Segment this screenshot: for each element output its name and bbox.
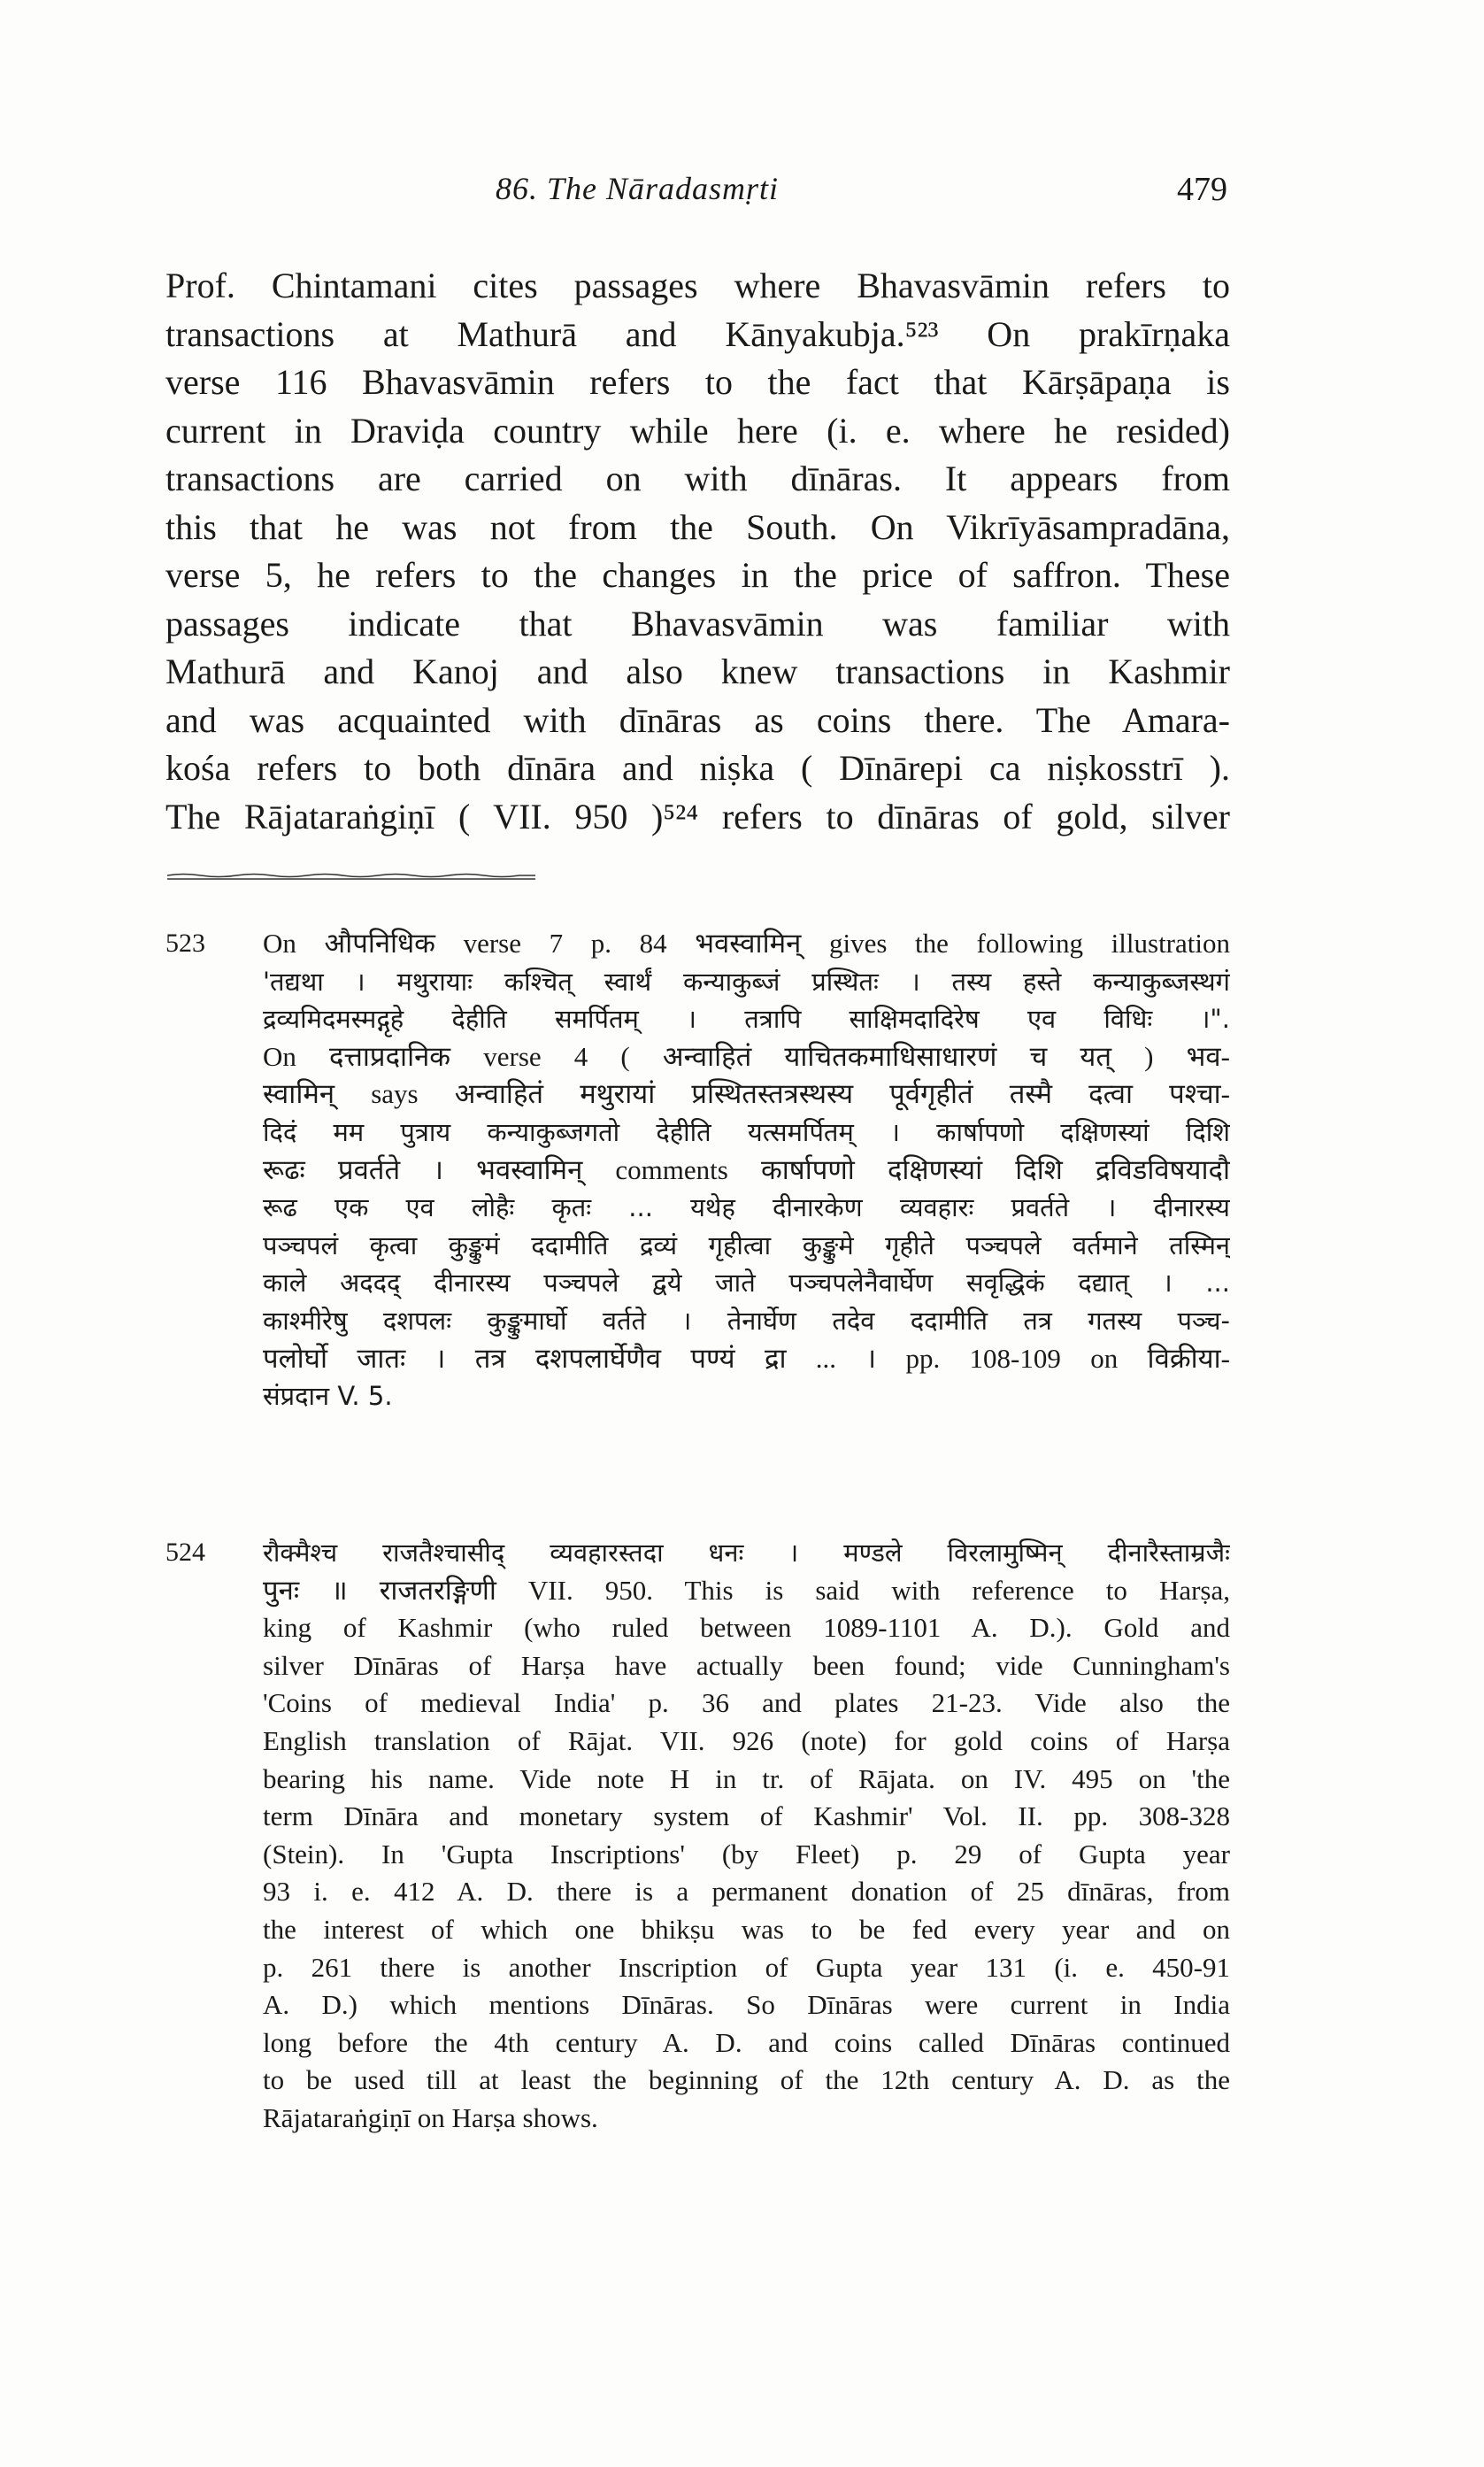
- footnote-line: पुनः ॥ राजतरङ्गिणी VII. 950. This is said with reference to Harṣa,: [263, 1574, 1230, 1606]
- footnote-line: पञ्चपलं कृत्वा कुङ्कुमं ददामीति द्रव्यं गृहीत्वा कुङ्कुमे गृहीते पञ्चपले वर्तमाने तस्मिन्: [263, 1230, 1230, 1260]
- body-line: verse 5, he refers to the changes in the price of saffron. These: [165, 555, 1230, 595]
- footnote-line: to be used till at least the beginning of the 12th century A. D. as the: [263, 2064, 1230, 2096]
- page-number: 479: [1177, 171, 1227, 208]
- separator-rule: [165, 872, 537, 883]
- footnote-separator: [165, 872, 537, 883]
- footnote-line: रौक्मैश्च राजतैश्चासीद् व्यवहारस्तदा धनः । मण्डले विरलामुष्मिन् दीनारैस्ताम्रजैः: [263, 1538, 1230, 1568]
- footnote-line: king of Kashmir (who ruled between 1089-1101 A. D.). Gold and: [263, 1612, 1230, 1644]
- body-paragraph: [165, 262, 1230, 841]
- body-line: The Rājataraṅgiṇī ( VII. 950 )⁵²⁴ refers to dīnāras of gold, silver: [165, 796, 1230, 836]
- footnote-line: term Dīnāra and monetary system of Kashmir' Vol. II. pp. 308-328: [263, 1800, 1230, 1832]
- body-line: transactions at Mathurā and Kānyakubja.⁵²³ On prakīrṇaka: [165, 313, 1230, 354]
- footnote-line: 93 i. e. 412 A. D. there is a permanent donation of 25 dīnāras, from: [263, 1876, 1230, 1908]
- footnote-line: long before the 4th century A. D. and coins called Dīnāras continued: [263, 2026, 1230, 2058]
- footnote-line: द्रव्यमिदमस्मद्गृहे देहीति समर्पितम् । तत्रापि साक्षिमदादिरेष एव विधिः ।".: [263, 1004, 1230, 1035]
- footnote-line: Rājataraṅgiṇī on Harṣa shows.: [263, 2101, 598, 2133]
- footnote-line: रूढः प्रवर्तते । भवस्वामिन् comments कार्षापणो दक्षिणस्यां दिशि द्रविडविषयादौ: [263, 1153, 1230, 1185]
- footnote-line: p. 261 there is another Inscription of Gupta year 131 (i. e. 450-91: [263, 1951, 1230, 1983]
- footnote-line: स्वामिन् says अन्वाहितं मथुरायां प्रस्थितस्तत्रस्थस्य पूर्वगृहीतं तस्मै दत्वा पश्चा-: [263, 1078, 1230, 1110]
- body-line: kośa refers to both dīnāra and niṣka ( Dīnārepi ca niṣkosstrī ).: [165, 748, 1230, 788]
- footnote-line: A. D.) which mentions Dīnāras. So Dīnāras were current in India: [263, 1989, 1230, 2021]
- footnote-line: silver Dīnāras of Harṣa have actually been found; vide Cunningham's: [263, 1649, 1230, 1681]
- body-line: Mathurā and Kanoj and also knew transactions in Kashmir: [165, 651, 1230, 691]
- body-line: current in Draviḍa country while here (i. e. where he resided): [165, 410, 1230, 451]
- footnote-line: 'तद्यथा । मथुरायाः कश्चित् स्वार्थं कन्याकुब्जं प्रस्थितः । तस्य हस्ते कन्याकुब्जस्थगं: [263, 966, 1230, 997]
- footnote-line: काश्मीरेषु दशपलः कुङ्कुमार्घो वर्तते । तेनार्घेण तदेव ददामीति तत्र गतस्य पञ्च-: [263, 1305, 1230, 1336]
- running-header: [0, 170, 1484, 223]
- footnote-body: [263, 1534, 1230, 2138]
- footnote-line: संप्रदान V. 5.: [263, 1381, 393, 1412]
- footnote-line: पलोर्घो जातः । तत्र दशपलार्घेणैव पण्यं द्रा ... । pp. 108-109 on विक्रीया-: [263, 1342, 1230, 1374]
- footnote-line: On दत्ताप्रदानिक verse 4 ( अन्वाहितं याचितकमाधिसाधारणं च यत् ) भव-: [263, 1040, 1230, 1072]
- footnote-523: [165, 925, 1230, 1509]
- footnote-line: (Stein). In 'Gupta Inscriptions' (by Fleet) p. 29 of Gupta year: [263, 1838, 1230, 1870]
- footnote-line: 'Coins of medieval India' p. 36 and plates 21-23. Vide also the: [263, 1687, 1230, 1719]
- footnote-524: [165, 1534, 1230, 2278]
- running-title: 86. The Nāradasmṛti: [496, 171, 780, 206]
- footnote-number: 524: [165, 1538, 205, 1567]
- footnote-number: 523: [165, 929, 205, 958]
- body-line: transactions are carried on with dīnāras. It appears from: [165, 459, 1230, 498]
- footnote-line: On औपनिधिक verse 7 p. 84 भवस्वामिन् gives the following illustration: [263, 928, 1230, 959]
- footnote-line: English translation of Rājat. VII. 926 (note) for gold coins of Harṣa: [263, 1724, 1230, 1756]
- footnote-body: [263, 925, 1230, 1415]
- body-line: verse 116 Bhavasvāmin refers to the fact that Kārṣāpaṇa is: [165, 362, 1230, 402]
- body-line: Prof. Chintamani cites passages where Bhavasvāmin refers to: [165, 266, 1230, 305]
- body-line: passages indicate that Bhavasvāmin was familiar with: [165, 603, 1230, 644]
- footnote-line: the interest of which one bhikṣu was to be fed every year and on: [263, 1913, 1230, 1945]
- body-line: and was acquainted with dīnāras as coins there. The Amara-: [165, 699, 1230, 740]
- footnote-line: काले अददद् दीनारस्य पञ्चपले द्वये जाते पञ्चपलेनैवार्घेण सवृद्धिकं दद्यात् । ...: [263, 1268, 1230, 1299]
- footnote-line: दिदं मम पुत्राय कन्याकुब्जगतो देहीति यत्समर्पितम् । कार्षापणो दक्षिणस्यां दिशि: [263, 1116, 1230, 1147]
- body-line: this that he was not from the South. On Vikrīyāsampradāna,: [165, 506, 1230, 547]
- footnote-line: bearing his name. Vide note H in tr. of Rājata. on IV. 495 on 'the: [263, 1762, 1230, 1794]
- footnote-line: रूढ एक एव लोहैः कृतः ... यथेह दीनारकेण व्यवहारः प्रवर्तते । दीनारस्य: [263, 1192, 1230, 1223]
